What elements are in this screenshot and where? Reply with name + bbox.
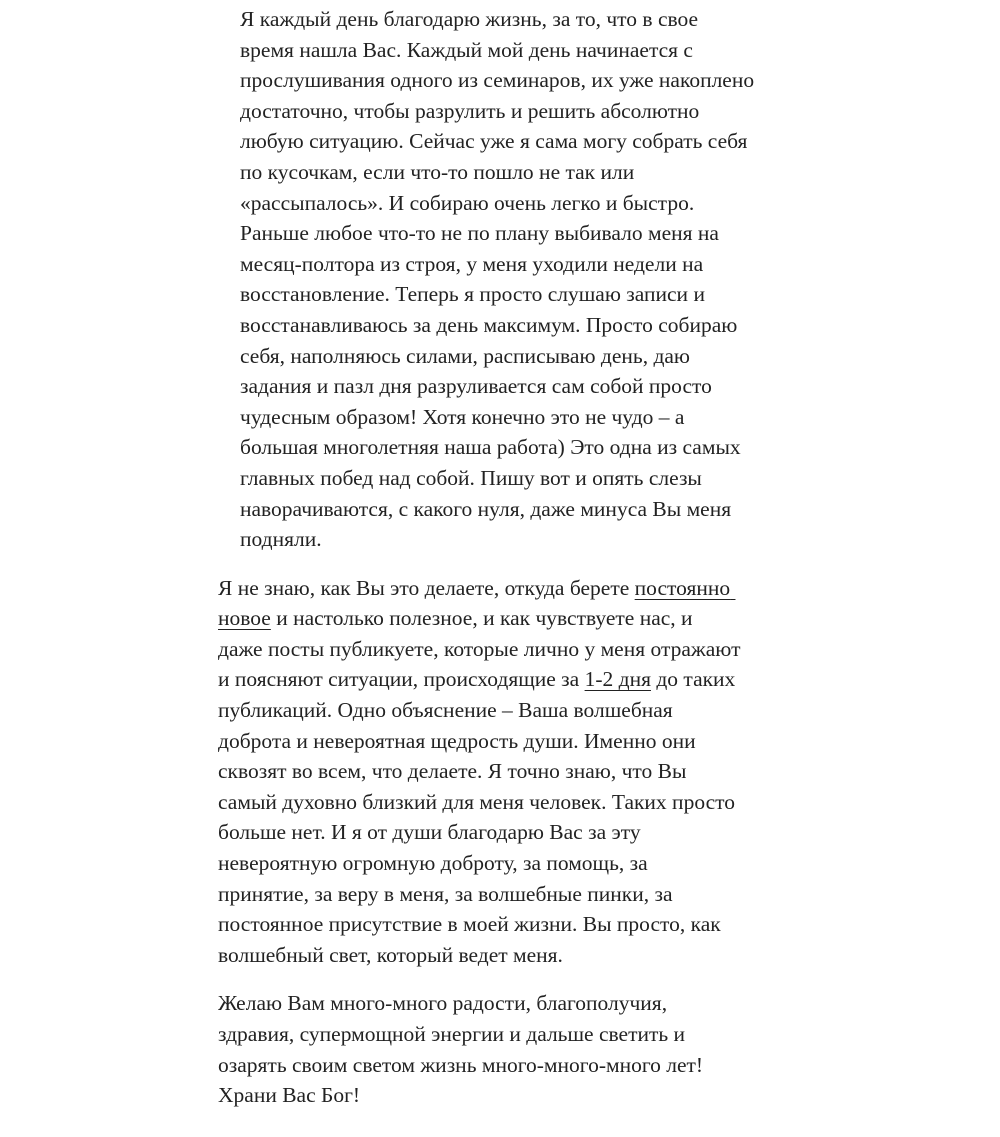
text-line: достаточно, чтобы разрулить и решить абсолютно: [240, 98, 700, 123]
text-line: себя, наполняюсь силами, расписываю день, даю: [240, 343, 690, 368]
link-space[interactable]: [730, 576, 735, 600]
text-fragment: Я не знаю, как Вы это делаете, откуда берете: [218, 575, 635, 600]
text-line: постоянное присутствие в моей жизни. Вы просто, как: [218, 912, 721, 937]
letter-body: [218, 4, 778, 1111]
text-line: задания и пазл дня разруливается сам собой просто: [240, 374, 712, 399]
text-line: доброта и невероятная щедрость души. Именно они: [218, 728, 696, 753]
text-line: [218, 664, 778, 695]
text-line: месяц-полтора из строя, у меня уходили недели на: [240, 251, 704, 276]
text-line: подняли.: [240, 527, 322, 552]
text-line: наворачиваются, с какого нуля, даже минуса Вы меня: [240, 496, 732, 521]
link-constantly-new-part2[interactable]: новое: [218, 606, 271, 631]
text-fragment: до таких: [650, 667, 736, 692]
text-line: большая многолетняя наша работа) Это одна из самых: [240, 435, 741, 460]
text-line: здравия, супермощной энергии и дальше светить и: [218, 1022, 686, 1046]
text-line: время нашла Вас. Каждый мой день начинается с: [240, 37, 693, 62]
text-line: [218, 603, 778, 634]
text-line: больше нет. И я от души благодарю Вас за эту: [218, 820, 641, 845]
text-line: самый духовно близкий для меня человек. Таких просто: [218, 789, 736, 814]
link-constantly-new-part1[interactable]: постоянно: [634, 575, 731, 600]
text-line: принятие, за веру в меня, за волшебные пинки, за: [218, 881, 673, 906]
text-line: озарять своим светом жизнь много-много-много лет!: [218, 1052, 704, 1077]
text-line: Храни Вас Бог!: [218, 1083, 361, 1108]
text-line: любую ситуацию. Сейчас уже я сама могу собрать себя: [240, 129, 748, 154]
text-line: даже посты публикуете, которые лично у меня отражают: [218, 636, 741, 661]
text-line: невероятную огромную доброту, за помощь, за: [218, 851, 648, 876]
text-line: по кусочкам, если что-то пошло не так или: [240, 159, 635, 184]
text-line: чудесным образом! Хотя конечно это не чудо – а: [240, 404, 685, 429]
text-line: восстановление. Теперь я просто слушаю записи и: [240, 282, 705, 307]
text-line: прослушивания одного из семинаров, их уже накоплено: [240, 68, 755, 93]
text-line: главных побед над собой. Пишу вот и опять слезы: [240, 465, 702, 490]
text-line: сквозят во всем, что делаете. Я точно знаю, что Вы: [218, 759, 687, 784]
text-fragment: и поясняют ситуации, происходящие за: [218, 667, 585, 692]
text-line: публикаций. Одно объяснение – Ваша волшебная: [218, 698, 673, 723]
paragraph-how-you-do-it: [218, 573, 778, 971]
text-line: Я каждый день благодарю жизнь, за то, что в свое: [240, 7, 699, 31]
text-line: восстанавливаюсь за день максимум. Просто собираю: [240, 312, 738, 337]
text-line: Желаю Вам много-много радости, благополучия,: [218, 991, 668, 1016]
paragraph-wishes: [218, 988, 778, 1110]
text-line: волшебный свет, который ведет меня.: [218, 942, 563, 967]
text-line: «рассыпалось». И собираю очень легко и быстро.: [240, 190, 695, 215]
paragraph-gratitude-daily: [218, 4, 778, 555]
text-line: Раньше любое что-то не по плану выбивало меня на: [240, 221, 719, 246]
text-line: [218, 573, 778, 604]
link-1-2-days[interactable]: 1-2 дня: [584, 667, 651, 692]
text-fragment: и настолько полезное, и как чувствуете нас, и: [270, 606, 693, 631]
